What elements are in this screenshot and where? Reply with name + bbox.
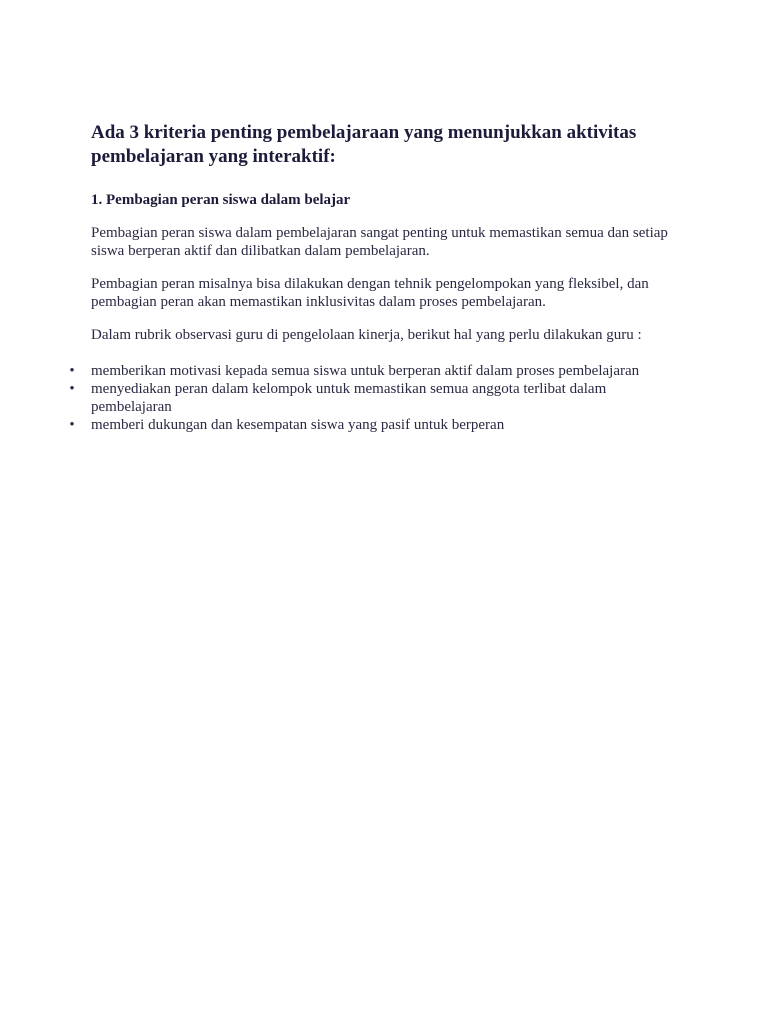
section-heading: 1. Pembagian peran siswa dalam belajar: [91, 192, 351, 208]
list-item-text: memberikan motivasi kepada semua siswa untuk berperan aktif dalam proses pembelajaran: [91, 363, 640, 379]
list-item: [69, 416, 671, 434]
list-item: [69, 362, 671, 380]
paragraph-grouping-technique: Pembagian peran misalnya bisa dilakukan dengan tehnik pengelompokan yang fleksibel, dan pembagian peran akan memastikan inklusivitas dalam proses pembelajaran.: [91, 276, 649, 310]
list-item-text: memberi dukungan dan kesempatan siswa yang pasif untuk berperan: [91, 417, 505, 433]
paragraph-observation-rubric: Dalam rubrik observasi guru di pengelolaan kinerja, berikut hal yang perlu dilakukan guru :: [91, 327, 642, 343]
document-content: [69, 121, 671, 434]
list-item-text: menyediakan peran dalam kelompok untuk memastikan semua anggota terlibat dalam pembelajaran: [91, 381, 607, 415]
bullet-icon: •: [69, 417, 75, 433]
bullet-icon: •: [69, 363, 75, 379]
page-title: Ada 3 kriteria penting pembelajaraan yang menunjukkan aktivitas pembelajaran yang interaktif:: [91, 122, 637, 167]
list-item: [69, 380, 671, 416]
bullet-icon: •: [69, 381, 75, 397]
paragraph-role-importance: Pembagian peran siswa dalam pembelajaran sangat penting untuk memastikan semua dan setiap siswa berperan aktif dan dilibatkan dalam pembelajaran.: [91, 225, 668, 259]
teacher-actions-list: [69, 362, 671, 434]
